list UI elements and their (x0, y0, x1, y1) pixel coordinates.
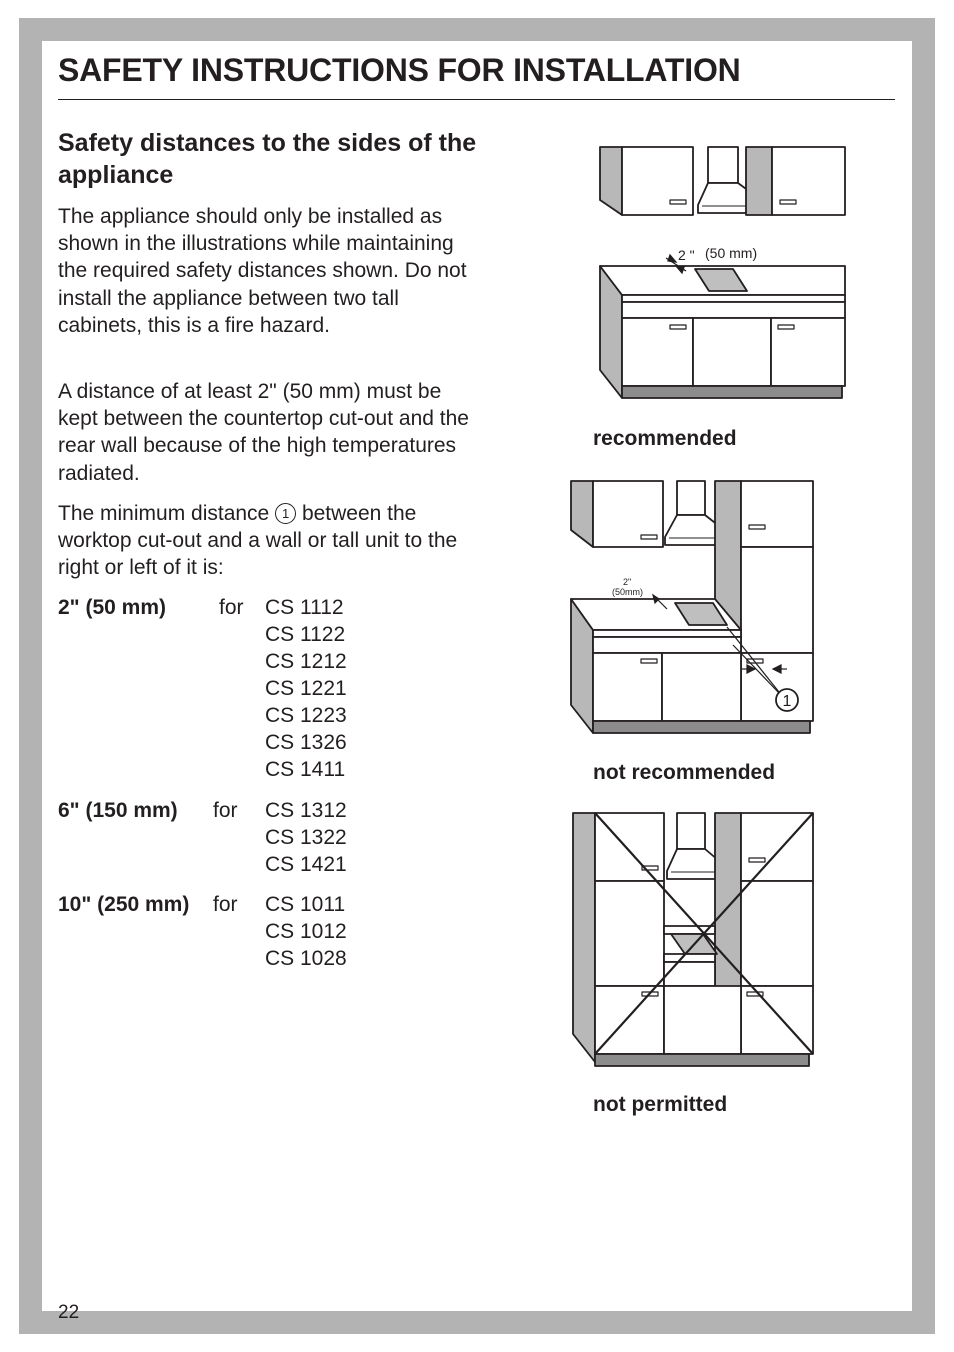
page-title: SAFETY INSTRUCTIONS FOR INSTALLATION (58, 52, 741, 88)
not-permitted-kitchen-illustration (565, 808, 825, 1070)
distance-for-label: for (213, 893, 238, 916)
tall-cabinet-door (741, 813, 813, 881)
recommended-kitchen-illustration (590, 140, 860, 405)
base-cabinet-door (693, 318, 771, 386)
wall-cabinet-side (600, 147, 622, 215)
not-recommended-kitchen-illustration (565, 475, 825, 745)
wall-cabinet (622, 147, 693, 215)
min-distance-text-after: between the worktop cut-out and a wall or tall unit to the right or left of it is: (58, 502, 458, 580)
distance-value: 10" (250 mm) (58, 893, 190, 916)
distance-for-label: for (213, 799, 238, 822)
tall-cabinet-door (741, 881, 813, 986)
distance-marker-label: 1 (782, 693, 792, 710)
model-item: CS 1411 (265, 758, 346, 781)
model-item: CS 1011 (265, 893, 346, 916)
dimension-mm-label: (50 mm) (705, 245, 758, 261)
tall-cabinet-door (741, 481, 813, 547)
hood-chimney (708, 147, 738, 183)
wall-cabinet-side (746, 147, 772, 215)
tall-cabinet-side (573, 813, 595, 1062)
model-item: CS 1322 (265, 826, 347, 849)
hood-chimney (677, 813, 705, 849)
tall-cabinet-door (595, 881, 664, 986)
paragraph-installation: The appliance should only be installed as shown in the illustrations while maintaining the required safety distances shown. Do not install the appliance between two tall cabinets, this is a fire hazard. (58, 205, 467, 337)
model-item: CS 1212 (265, 650, 347, 673)
dimension-inch-label: 2 " (678, 247, 695, 263)
model-item: CS 1221 (265, 677, 347, 700)
model-item: CS 1122 (265, 623, 346, 646)
title-divider (58, 99, 895, 100)
model-item: CS 1421 (265, 853, 347, 876)
dimension-mm-label: (50mm) (612, 587, 643, 597)
model-item: CS 1112 (265, 596, 344, 619)
paragraph-rear-wall: A distance of at least 2" (50 mm) must be kept between the countertop cut-out and the rear wall because of the high temperatures radiated. (58, 380, 469, 485)
min-distance-text-before: The minimum distance (58, 502, 270, 525)
section-heading: Safety distances to the sides of the appliance (58, 129, 477, 189)
hood-chimney (677, 481, 705, 515)
model-list (265, 797, 347, 878)
dimension-inch-label: 2" (623, 577, 632, 587)
caption-recommended: recommended (593, 427, 737, 450)
distance-for-label: for (219, 596, 244, 619)
caption-not-permitted: not permitted (593, 1093, 728, 1116)
distance-value: 2" (50 mm) (58, 596, 166, 619)
base-cabinet-door (662, 653, 741, 721)
plinth (622, 386, 842, 398)
tall-cabinet-door (741, 547, 813, 653)
distance-value: 6" (150 mm) (58, 799, 178, 822)
wall-cabinet (772, 147, 845, 215)
model-list (265, 594, 347, 783)
plinth (593, 721, 810, 733)
model-list (265, 891, 347, 972)
model-item: CS 1012 (265, 920, 347, 943)
base-cabinet-door (664, 986, 741, 1054)
caption-not-recommended: not recommended (593, 761, 776, 784)
paragraph-min-distance (58, 500, 478, 582)
model-item: CS 1326 (265, 731, 347, 754)
model-item: CS 1312 (265, 799, 347, 822)
distance-marker-icon: 1 (275, 503, 296, 524)
page-number: 22 (58, 1302, 80, 1323)
model-item: CS 1223 (265, 704, 347, 727)
plinth (595, 1054, 809, 1066)
model-item: CS 1028 (265, 947, 347, 970)
